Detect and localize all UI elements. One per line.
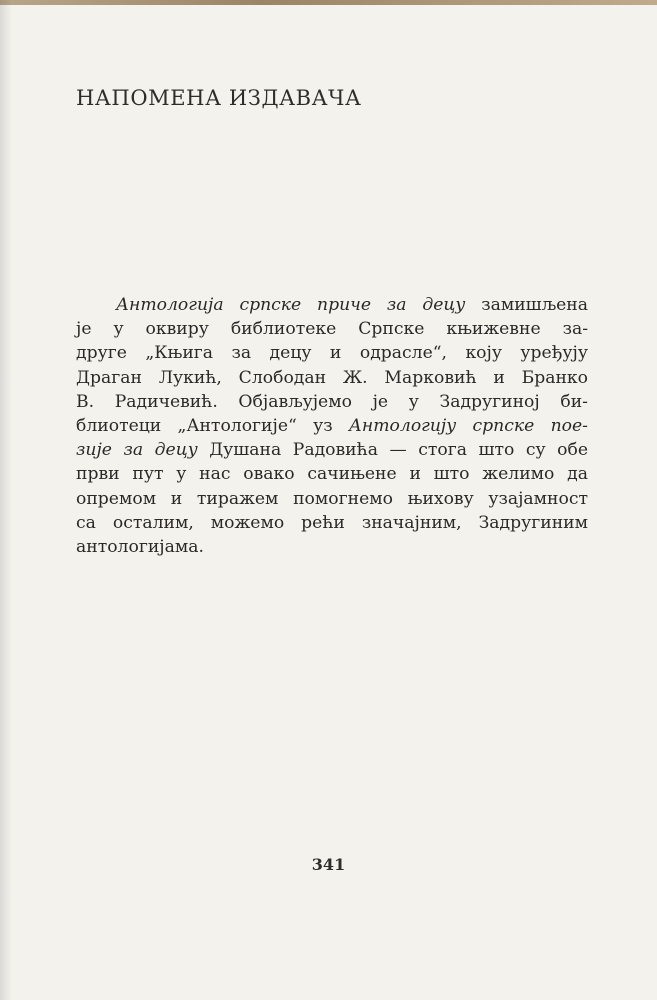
text-line-9: опремом и тиражем помогнемо њихову узајамност bbox=[76, 488, 588, 509]
text-line-1: Антологија српске приче за децу замишљена bbox=[116, 295, 589, 315]
text-line-3: друге „Књига за децу и одрасле“, коју уређују bbox=[76, 343, 588, 364]
text-line-7: зије за децу Душана Радовића — стога што су обе bbox=[76, 440, 588, 461]
text-line-5: В. Радичевић. Објављујемо је у Задругиној би- bbox=[76, 391, 588, 412]
page-number: 341 bbox=[311, 855, 346, 874]
text-line-10: са осталим, можемо рећи значајним, Задругиним bbox=[76, 512, 588, 533]
italic-title-poetry-anthology-cont: зије за децу bbox=[76, 440, 198, 461]
text-line-6: блиотеци „Антологије“ уз Антологију српске пое- bbox=[76, 416, 588, 437]
text-line-8: први пут у нас овако сачињене и што желимо да bbox=[76, 464, 588, 485]
italic-title-anthology: Антологија српске приче за децу bbox=[116, 295, 466, 315]
text-line-4: Драган Лукић, Слободан Ж. Марковић и Бранко bbox=[76, 367, 588, 388]
italic-title-poetry-anthology: Антологију српске пое- bbox=[348, 416, 588, 437]
page-title: НАПОМЕНА ИЗДАВАЧА bbox=[76, 86, 362, 110]
text-line-2: је у оквиру библиотеке Српске књижевне за- bbox=[76, 319, 588, 340]
page-top-edge bbox=[0, 0, 657, 5]
text-line-11: антологијама. bbox=[76, 537, 204, 558]
page-gutter-shadow bbox=[0, 0, 12, 1000]
publisher-note-paragraph bbox=[76, 293, 588, 559]
